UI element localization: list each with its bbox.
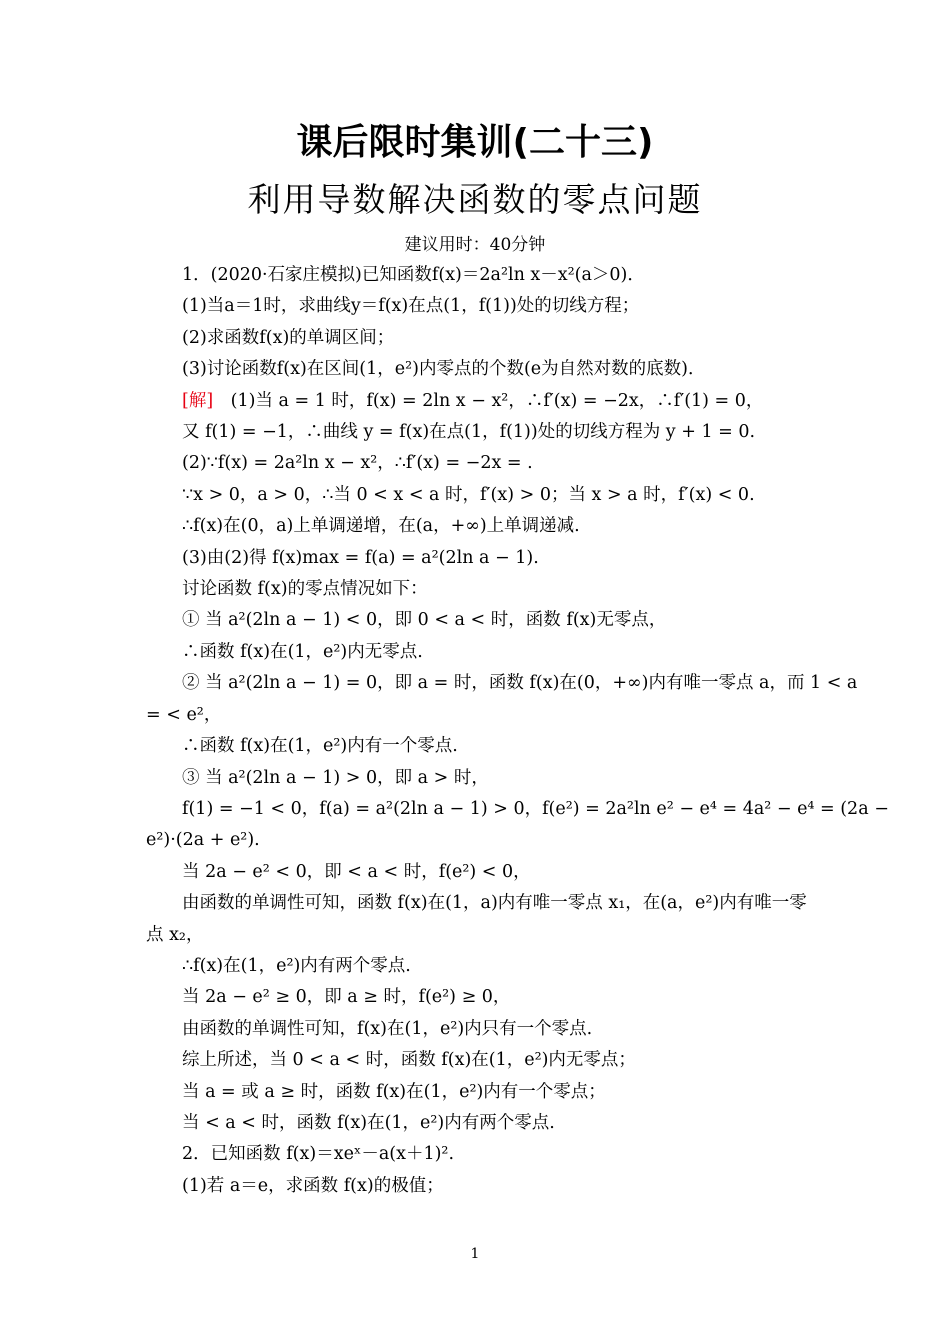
problem-1-part-1: (1)当a＝1时，求曲线y＝f(x)在点(1，f(1))处的切线方程； xyxy=(182,296,640,317)
solution-label: [解] xyxy=(182,390,214,411)
solution-line: 由函数的单调性可知，函数 f(x)在(1，a)内有唯一零点 x₁，在(a，e²)内有唯一零 xyxy=(182,893,807,914)
solution-line: = < e²， xyxy=(146,704,222,725)
problem-1-statement: 1．(2020·石家庄模拟)已知函数f(x)＝2a²ln x－x²(a＞0)． xyxy=(182,265,645,285)
solution-line: ① 当 a²(2ln a − 1) < 0，即 0 < a < 时，函数 f(x)无零点， xyxy=(182,610,667,631)
solution-line: ∵x > 0，a > 0，∴当 0 < x < a 时，f′(x) > 0；当 x > a 时，f′(x) < 0. xyxy=(182,484,755,505)
solution-line: 点 x₂， xyxy=(146,924,204,945)
solution-line: (2)∵f(x) = 2a²ln x − x²，∴f′(x) = −2x = . xyxy=(182,453,533,474)
solution-line: e²)·(2a + e²). xyxy=(146,830,260,851)
solution-line: 综上所述，当 0 < a < 时，函数 f(x)在(1，e²)内无零点； xyxy=(182,1050,636,1071)
problem-2-part-1: (1)若 a＝e，求函数 f(x)的极值； xyxy=(182,1175,444,1196)
problem-1-part-2: (2)求函数f(x)的单调区间； xyxy=(182,327,395,348)
document-body xyxy=(146,260,889,1202)
solution-line: f(1) = −1 < 0，f(a) = a²(2ln a − 1) > 0，f(e²) = 2a²ln e² − e⁴ = 4a² − e⁴ = (2a − xyxy=(182,798,889,819)
solution-line: ③ 当 a²(2ln a − 1) > 0，即 a > 时， xyxy=(182,767,489,788)
solution-line: ② 当 a²(2ln a − 1) = 0，即 a = 时，函数 f(x)在(0，+∞)内有唯一零点 a，而 1 < a xyxy=(182,673,858,694)
solution-line: ∴f(x)在(1，e²)内有两个零点. xyxy=(182,955,411,976)
solution-line: 又 f(1) = −1，∴曲线 y = f(x)在点(1，f(1))处的切线方程为 y + 1 = 0. xyxy=(182,422,756,443)
solution-line: 由函数的单调性可知，f(x)在(1，e²)内只有一个零点. xyxy=(182,1018,593,1039)
solution-line: ∴函数 f(x)在(1，e²)内无零点. xyxy=(182,641,423,662)
problem-2-statement: 2．已知函数 f(x)＝xeˣ－a(x＋1)². xyxy=(182,1144,455,1165)
solution-text: (1)当 a = 1 时，f(x) = 2ln x − x²，∴f′(x) = −2x，∴f′(1) = 0， xyxy=(230,390,764,411)
solution-line: ∴函数 f(x)在(1，e²)内有一个零点. xyxy=(182,736,458,757)
page-title: 课后限时集训(二十三) xyxy=(296,122,654,163)
solution-line: (3)由(2)得 f(x)max = f(a) = a²(2ln a − 1). xyxy=(182,547,539,568)
solution-line: 讨论函数 f(x)的零点情况如下： xyxy=(182,579,428,600)
page-subtitle: 利用导数解决函数的零点问题 xyxy=(247,180,703,219)
solution-line: 当 a = 或 a ≥ 时，函数 f(x)在(1，e²)内有一个零点； xyxy=(182,1081,606,1102)
problem-1-part-3: (3)讨论函数f(x)在区间(1，e²)内零点的个数(e为自然对数的底数)． xyxy=(182,359,706,380)
solution-line: 当 2a − e² ≥ 0，即 a ≥ 时，f(e²) ≥ 0， xyxy=(182,987,511,1008)
page-number: 1 xyxy=(470,1246,480,1262)
solution-line: 当 2a − e² < 0，即 < a < 时，f(e²) < 0， xyxy=(182,861,531,882)
solution-line xyxy=(146,386,816,417)
time-hint: 建议用时：40分钟 xyxy=(404,235,546,255)
solution-line: ∴f(x)在(0，a)上单调递增，在(a，+∞)上单调递减. xyxy=(182,516,580,537)
solution-line: 当 < a < 时，函数 f(x)在(1，e²)内有两个零点. xyxy=(182,1112,555,1133)
